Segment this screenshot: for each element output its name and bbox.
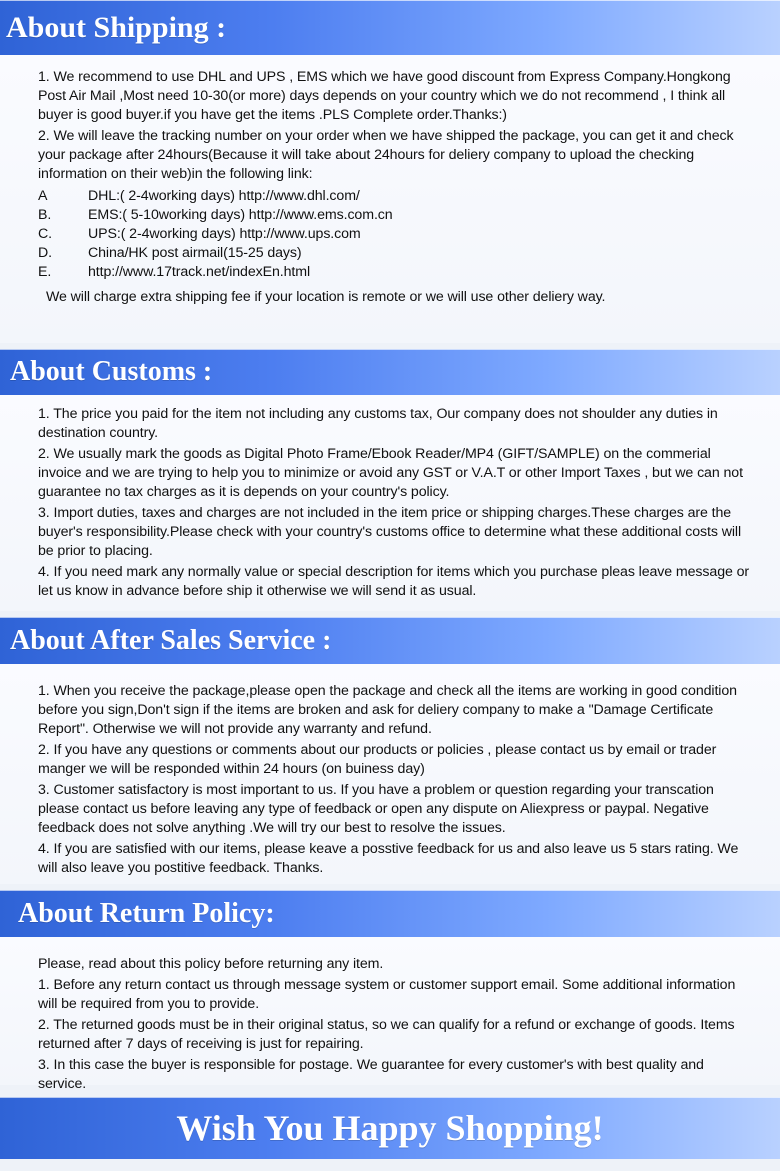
- return-policy-section: [0, 937, 780, 1092]
- shipping-link-row-e: [38, 263, 750, 282]
- shipping-extra-note: We will charge extra shipping fee if your location is remote or we will use other deliery way.: [46, 289, 606, 305]
- shipping-link-row-b: [38, 206, 750, 225]
- customs-header: [0, 349, 780, 395]
- return-policy-item-1: 1. Before any return contact us through message system or customer support email. Some additional information will be required from you to provide.: [38, 977, 736, 1012]
- after-sales-title: About After Sales Service :: [10, 624, 332, 656]
- after-sales-item-1: 1. When you receive the package,please open the package and check all the items are working in good condition before you sign,Don't sign if the items are broken and ask for deliery company to make a "Damage Certificate Report". Otherwise we will not provide any warranty and refund.: [38, 683, 737, 737]
- footer-banner: [0, 1097, 780, 1159]
- shipping-link-label-a: A: [38, 188, 48, 204]
- shipping-paragraph-2: 2. We will leave the tracking number on your order when we have shipped the package, you can get it and check your package after 24hours(Because it will take about 24hours for deliery company to upload the checking information on their web)in the following link:: [38, 128, 734, 182]
- footer-text: Wish You Happy Shopping!: [176, 1108, 604, 1148]
- after-sales-item-3: 3. Customer satisfactory is most important to us. If you have a problem or question regarding your transcation please contact us before leaving any type of feedback or open any dispute on Aliexpress or paypal. Negative feedback does not solve anything .We will try our best to resolve the issues.: [38, 782, 714, 836]
- customs-section: [0, 395, 780, 611]
- customs-item-2: 2. We usually mark the goods as Digital Photo Frame/Ebook Reader/MP4 (GIFT/SAMPLE) on the commerial invoice and we are trying to help you to minimize or avoid any GST or V.A.T or other Import Taxes , but we can not guarantee no tax charges as it is depends on your country's policy.: [38, 446, 743, 500]
- shipping-link-text-c: UPS:( 2-4working days) http://www.ups.com: [88, 226, 361, 242]
- return-policy-item-3: 3. In this case the buyer is responsible for postage. We guarantee for every customer's with best quality and service.: [38, 1057, 704, 1092]
- shipping-link-label-c: C.: [38, 226, 52, 242]
- customs-item-1: 1. The price you paid for the item not including any customs tax, Our company does not shoulder any duties in destination country.: [38, 406, 718, 441]
- customs-title: About Customs :: [10, 356, 213, 387]
- after-sales-item-2: 2. If you have any questions or comments about our products or policies , please contact us by email or trader manger we will be responded within 24 hours (on buiness day): [38, 742, 717, 777]
- return-policy-title: About Return Policy:: [18, 897, 275, 929]
- shipping-link-row-a: [38, 187, 750, 206]
- return-policy-header: [0, 890, 780, 937]
- shipping-link-text-a: DHL:( 2-4working days) http://www.dhl.com/: [88, 188, 360, 204]
- after-sales-section: [0, 664, 780, 884]
- shipping-link-label-d: D.: [38, 245, 52, 261]
- shipping-section: [0, 55, 780, 343]
- shipping-link-label-b: B.: [38, 207, 52, 223]
- shipping-header: [0, 0, 780, 55]
- shipping-link-row-c: [38, 225, 750, 244]
- shipping-link-text-e: http://www.17track.net/indexEn.html: [88, 264, 311, 280]
- customs-item-4: 4. If you need mark any normally value or special description for items which you purchase pleas leave message or let us know in advance before ship it otherwise we will send it as usual.: [38, 564, 750, 599]
- shipping-links: [38, 187, 750, 282]
- after-sales-header: [0, 617, 780, 664]
- return-policy-item-2: 2. The returned goods must be in their original status, so we can qualify for a refund or exchange of goods. Items returned after 7 days of receiving is just for repairing.: [38, 1017, 735, 1052]
- shipping-link-row-d: [38, 244, 750, 263]
- shipping-link-text-b: EMS:( 5-10working days) http://www.ems.com.cn: [88, 207, 393, 223]
- return-policy-intro: Please, read about this policy before returning any item.: [38, 956, 384, 972]
- after-sales-item-4: 4. If you are satisfied with our items, please keave a posstive feedback for us and also leave us 5 stars rating. We will also leave you postitive feedback. Thanks.: [38, 841, 739, 876]
- shipping-title: About Shipping :: [6, 10, 227, 44]
- customs-item-3: 3. Import duties, taxes and charges are not included in the item price or shipping charges.These charges are the buyer's responsibility.Please check with your country's customs office to determine what these additional costs will be prior to placing.: [38, 505, 741, 559]
- shipping-paragraph-1: 1. We recommend to use DHL and UPS , EMS which we have good discount from Express Company.Hongkong Post Air Mail ,Most need 10-30(or more) days depends on your country which we do not recommend , I think all buyer is good buyer.if you have get the items .PLS Complete order.Thanks:): [38, 69, 731, 123]
- shipping-link-label-e: E.: [38, 264, 52, 280]
- shipping-link-text-d: China/HK post airmail(15-25 days): [88, 245, 302, 261]
